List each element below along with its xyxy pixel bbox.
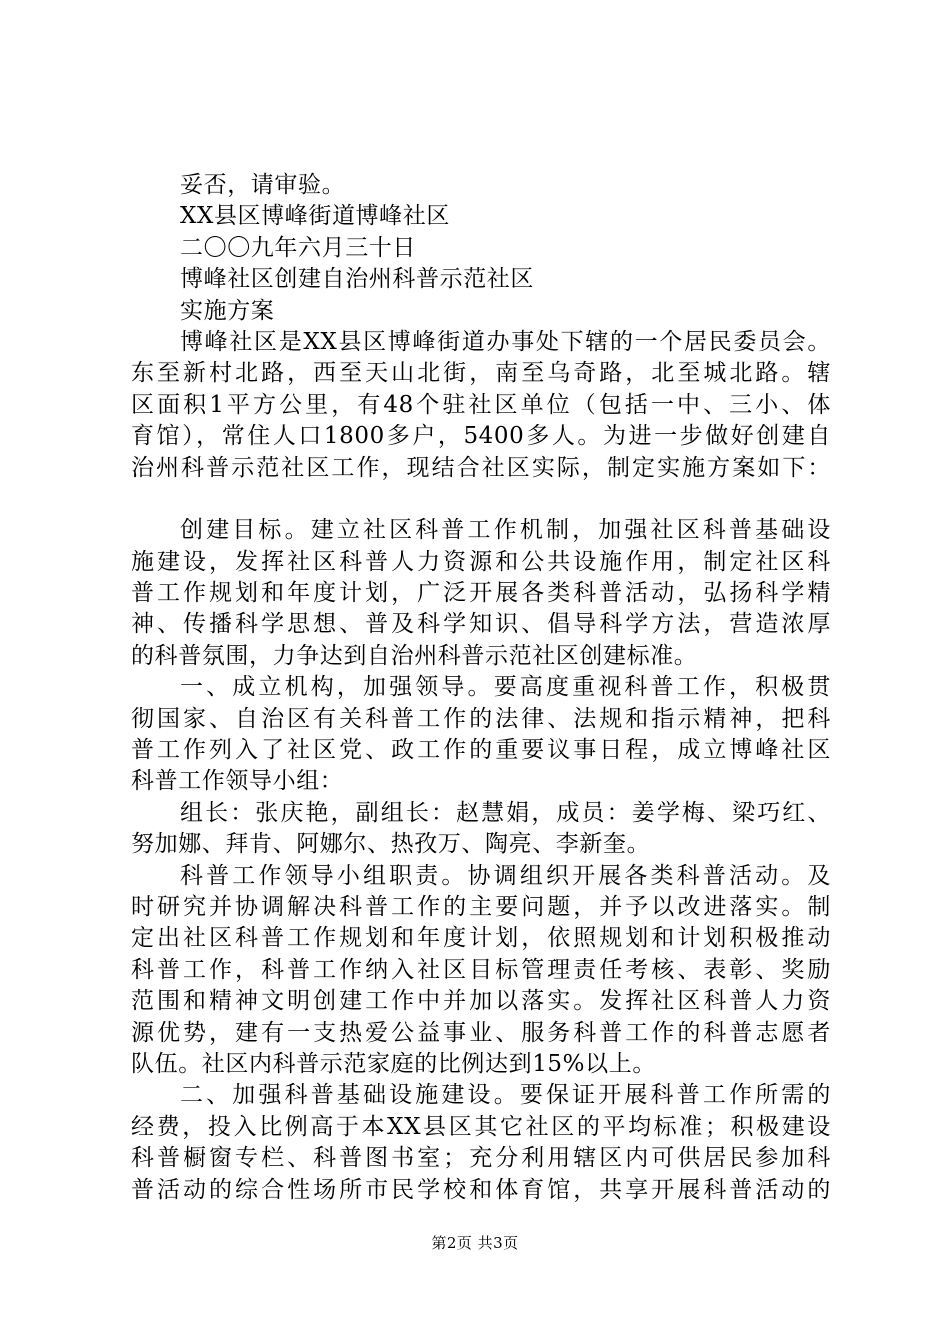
page-number: 第2页 共3页 — [431, 1234, 519, 1252]
text-line: 普活动的综合性场所市民学校和体育馆，共享开展科普活动的 — [131, 1176, 831, 1203]
page-footer — [0, 1232, 950, 1253]
text-line: 努加娜、拜肯、阿娜尔、热孜万、陶亮、李新奎。 — [131, 831, 651, 858]
text-line: 东至新村北路，西至天山北街，南至乌奇路，北至城北路。辖 — [131, 360, 831, 387]
text-line: 的科普氛围，力争达到自治州科普示范社区创建标准。 — [131, 642, 698, 669]
text-line: 实施方案 — [180, 297, 275, 324]
text-line: 源优势，建有一支热爱公益事业、服务科普工作的科普志愿者 — [131, 1019, 831, 1046]
text-line: 施建设，发挥社区科普人力资源和公共设施作用，制定社区科 — [131, 548, 831, 575]
text-line: 创建目标。建立社区科普工作机制，加强社区科普基础设 — [180, 517, 831, 544]
text-line: 博峰社区创建自治州科普示范社区 — [180, 266, 534, 293]
text-line: 二〇〇九年六月三十日 — [180, 234, 416, 261]
text-line: 彻国家、自治区有关科普工作的法律、法规和指示精神，把科 — [131, 705, 831, 732]
text-line: 妥否，请审验。 — [180, 172, 346, 198]
text-line: 经费，投入比例高于本XX县区其它社区的平均标准；积极建设 — [131, 1113, 831, 1140]
text-line: 队伍。社区内科普示范家庭的比例达到15%以上。 — [131, 1050, 656, 1077]
text-line: 神、传播科学思想、普及科学知识、倡导科学方法，营造浓厚 — [131, 611, 831, 638]
text-line: 博峰社区是XX县区博峰街道办事处下辖的一个居民委员会。 — [180, 328, 831, 355]
text-line: 科普工作领导小组： — [131, 768, 344, 795]
text-line: 科普工作领导小组职责。协调组织开展各类科普活动。及 — [180, 862, 831, 889]
text-line: 组长：张庆艳，副组长：赵慧娟，成员：姜学梅、梁巧红、 — [180, 799, 831, 826]
text-line: 科普橱窗专栏、科普图书室；充分利用辖区内可供居民参加科 — [131, 1145, 831, 1172]
text-line: 时研究并协调解决科普工作的主要问题，并予以改进落实。制 — [131, 893, 831, 920]
text-line: 一、成立机构，加强领导。要高度重视科普工作，积极贯 — [180, 674, 831, 701]
text-line: 二、加强科普基础设施建设。要保证开展科普工作所需的 — [180, 1082, 831, 1109]
text-line: 范围和精神文明创建工作中并加以落实。发挥社区科普人力资 — [131, 988, 831, 1015]
text-line: 区面积1平方公里，有48个驻社区单位（包括一中、三小、体 — [131, 391, 831, 418]
document-body — [131, 170, 831, 1206]
text-line: 治州科普示范社区工作，现结合社区实际，制定实施方案如下： — [131, 454, 831, 481]
text-line: 科普工作，科普工作纳入社区目标管理责任考核、表彰、奖励 — [131, 956, 831, 983]
text-line: 普工作规划和年度计划，广泛开展各类科普活动，弘扬科学精 — [131, 580, 831, 607]
text-line: XX县区博峰街道博峰社区 — [180, 203, 450, 230]
text-line: 育馆），常住人口1800多户，5400多人。为进一步做好创建自 — [131, 423, 831, 450]
blank-line — [131, 484, 831, 515]
text-line: 普工作列入了社区党、政工作的重要议事日程，成立博峰社区 — [131, 737, 831, 764]
text-line: 定出社区科普工作规划和年度计划，依照规划和计划积极推动 — [131, 925, 831, 952]
